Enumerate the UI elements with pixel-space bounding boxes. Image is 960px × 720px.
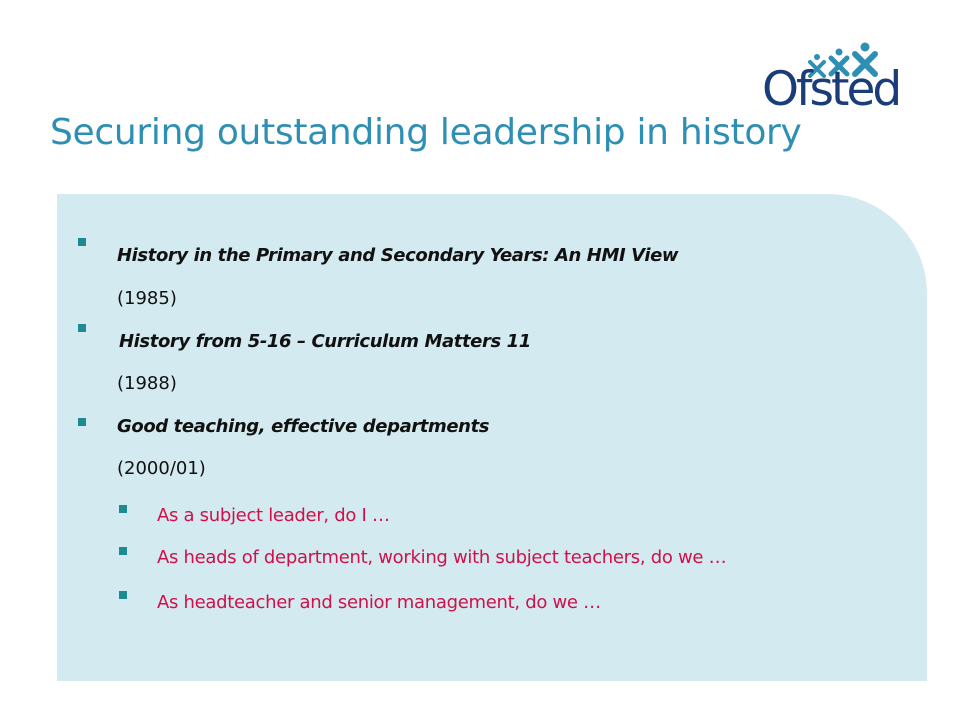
sub-item: As headteacher and senior management, do we …	[157, 592, 601, 613]
square-bullet-icon	[119, 591, 127, 599]
square-bullet-icon	[119, 505, 127, 513]
square-bullet-icon	[78, 418, 86, 426]
square-bullet-icon	[78, 238, 86, 246]
square-bullet-icon	[78, 324, 86, 332]
square-bullet-icon	[119, 547, 127, 555]
publication-title: History from 5-16 – Curriculum Matters 11	[119, 331, 531, 352]
publication-year: (1988)	[117, 373, 177, 394]
publication-year: (1985)	[117, 288, 177, 309]
sub-item: As a subject leader, do I …	[157, 505, 390, 526]
sub-item: As heads of department, working with subject teachers, do we …	[157, 547, 727, 568]
slide-title: Securing outstanding leadership in history	[50, 112, 802, 153]
publication-year: (2000/01)	[117, 458, 206, 479]
publication-title: History in the Primary and Secondary Years: An HMI View	[117, 245, 679, 266]
publication-title: Good teaching, effective departments	[117, 416, 490, 437]
ofsted-logo	[762, 40, 912, 122]
ofsted-wordmark: Ofsted	[762, 62, 900, 117]
